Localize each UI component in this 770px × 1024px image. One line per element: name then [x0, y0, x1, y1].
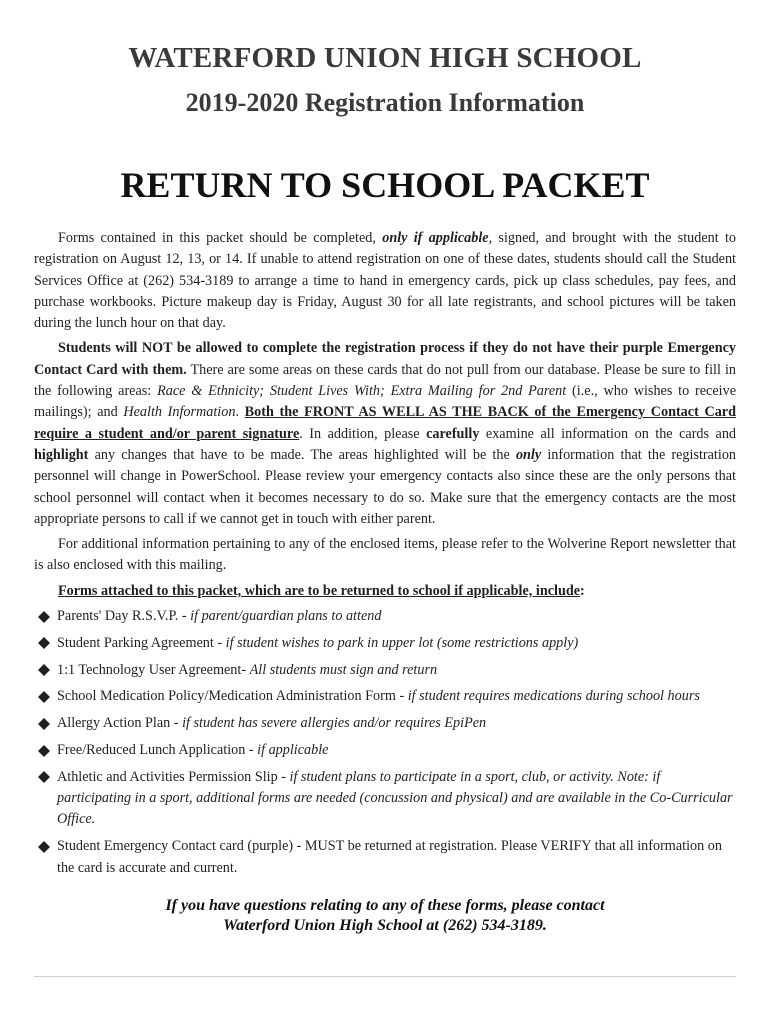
form-note: if student wishes to park in upper lot (some restrictions apply) [225, 634, 579, 651]
diamond-bullet-icon [37, 744, 50, 757]
form-name: Parents' Day R.S.V.P. - [57, 608, 191, 625]
forms-list-heading [34, 581, 736, 602]
form-name: Student Emergency Contact card (purple) - MUST be returned at registration. Please VERIFY that all information on the card is accurate and current. [57, 838, 722, 876]
form-note: if student requires medications during school hours [407, 688, 700, 705]
list-item [34, 740, 736, 761]
body-text [34, 228, 736, 884]
emergency-text-l: any changes that have to be made. The areas highlighted will be the [88, 446, 516, 463]
forms-list-heading-colon: : [580, 582, 585, 599]
form-name: Athletic and Activities Permission Slip - [57, 768, 290, 785]
form-note: All students must sign and return [249, 661, 438, 678]
diamond-bullet-icon [37, 840, 50, 853]
newsletter-paragraph: For additional information pertaining to any of the enclosed items, please refer to the Wolverine Report newsletter that is also enclosed with this mailing. [34, 536, 736, 574]
intro-text-a: Forms contained in this packet should be completed, [58, 230, 383, 246]
school-name-heading: WATERFORD UNION HIGH SCHOOL [128, 42, 642, 74]
forms-list [34, 606, 736, 879]
packet-title: RETURN TO SCHOOL PACKET [120, 165, 650, 205]
list-item [34, 606, 736, 627]
list-item [34, 686, 736, 707]
form-note: if student has severe allergies and/or requires EpiPen [182, 715, 487, 732]
contact-note-line-1: If you have questions relating to any of these forms, please contact [165, 897, 605, 914]
list-item [34, 713, 736, 734]
form-name: 1:1 Technology User Agreement- [57, 661, 250, 678]
diamond-bullet-icon [37, 610, 50, 623]
form-name: Free/Reduced Lunch Application - [57, 742, 258, 759]
form-note: if parent/guardian plans to attend [190, 608, 382, 625]
diamond-bullet-icon [37, 690, 50, 703]
emergency-warning: Students will NOT be allowed to complete the registration process if they do not have their purple Emergency Contact Card with them. [34, 340, 736, 378]
form-note: if applicable [257, 742, 329, 759]
emergency-text-b: There are some areas on these cards that do not pull from our database. Please be sure to fill in the following areas: [34, 361, 736, 400]
list-item [34, 767, 736, 831]
emergency-text-n: information that the registration personnel will change in PowerSchool. Please review your emergency contacts also since these are the only persons that school personnel will contact when it becomes necessary to do so. Make sure that the emergency contacts are the most appropriate persons to call if we cannot get in touch with either parent. [34, 446, 737, 527]
emergency-text-f: . [235, 404, 245, 421]
signature-requirement: Both the FRONT AS WELL AS THE BACK of the Emergency Contact Card require a student and/or parent signature [34, 404, 736, 442]
diamond-bullet-icon [37, 717, 50, 730]
highlight-emphasis: highlight [34, 446, 89, 463]
list-item [34, 660, 736, 681]
emergency-text-h: . In addition, please [299, 425, 427, 442]
health-information: Health Information [123, 404, 236, 421]
forms-list-heading-text: Forms attached to this packet, which are to be returned to school if applicable, include [58, 582, 581, 599]
emergency-text-j: examine all information on the cards and [479, 425, 737, 442]
registration-year-heading: 2019-2020 Registration Information [185, 88, 585, 117]
contact-note-line-2: Waterford Union High School at (262) 534-3189. [223, 917, 547, 934]
form-name: Allergy Action Plan - [57, 715, 183, 732]
diamond-bullet-icon [37, 771, 50, 784]
diamond-bullet-icon [37, 637, 50, 650]
diamond-bullet-icon [37, 664, 50, 677]
carefully-emphasis: carefully [426, 425, 480, 442]
intro-text-c: , signed, and brought with the student to registration on August 12, 13, or 14. If unable to attend registration on one of these dates, students should call the Student Services Office at (262) 534-3189 to arrange a time to hand in emergency cards, pick up class schedules, pay fees, and purchase workbooks. Picture makeup day is Friday, August 30 for all late registrants, and school pictures will be taken during the lunch hour on that day. [34, 230, 736, 332]
bottom-divider [34, 976, 736, 977]
intro-paragraph [34, 228, 736, 334]
only-emphasis: only [515, 446, 542, 463]
emergency-card-paragraph [34, 338, 736, 530]
form-name: Student Parking Agreement - [57, 634, 226, 651]
emergency-text-d: (i.e., who wishes to receive mailings); and [34, 383, 736, 421]
form-note: if student plans to participate in a sport, club, or activity. Note: if participating in a sport, additional forms are needed (concussion and physical) and are available in the Co-Curricular Office. [57, 768, 733, 828]
list-item [34, 633, 736, 654]
list-item [34, 836, 736, 879]
intro-emphasis: only if applicable [382, 230, 489, 246]
form-name: School Medication Policy/Medication Administration Form - [57, 688, 408, 705]
required-areas: Race & Ethnicity; Student Lives With; Extra Mailing for 2nd Parent [157, 383, 567, 400]
contact-note [0, 896, 770, 936]
